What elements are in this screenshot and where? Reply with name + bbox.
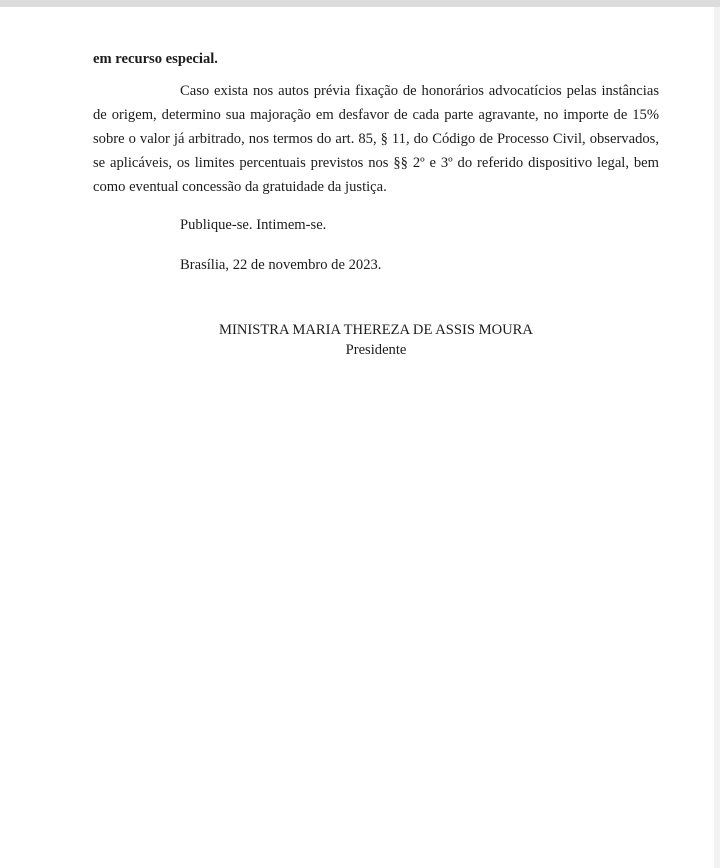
main-paragraph: Caso exista nos autos prévia fixação de honorários advocatícios pelas instâncias de origem, determino sua majoração em desfavor de cada parte agravante, no importe de 15% sobre o valor já arbitrado, nos termos do art. 85, § 11, do Código de Processo Civil, observados, se aplicáveis, os limites percentuais previstos nos §§ 2º e 3º do referido dispositivo legal, bem como eventual concessão da gratuidade da justiça. xyxy=(93,83,659,195)
signatory-title: Presidente xyxy=(345,342,407,358)
top-border xyxy=(0,0,720,7)
signature-block xyxy=(93,320,659,360)
signatory-name: MINISTRA MARIA THEREZA DE ASSIS MOURA xyxy=(219,322,533,338)
lead-text: em recurso especial. xyxy=(93,51,218,67)
place-and-date: Brasília, 22 de novembro de 2023. xyxy=(180,257,382,273)
publication-order: Publique-se. Intimem-se. xyxy=(180,217,327,233)
document-page xyxy=(0,7,714,868)
